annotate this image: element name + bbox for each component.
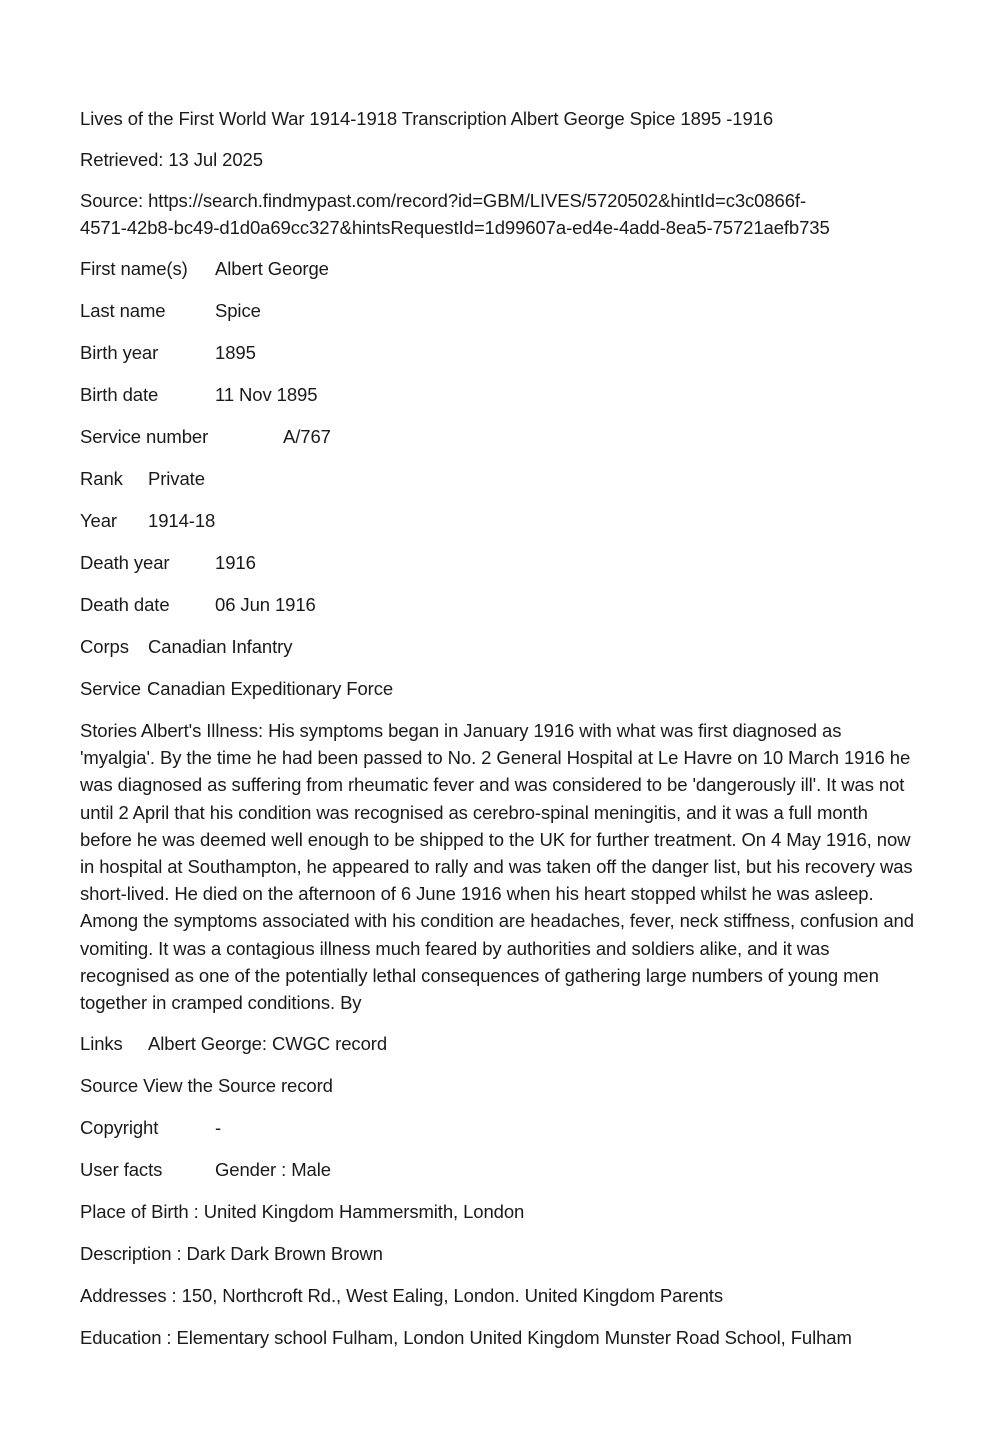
cwgc-record-link[interactable]: Albert George: CWGC record xyxy=(148,1033,388,1055)
field-copyright xyxy=(80,1114,925,1141)
field-label: Corps xyxy=(80,636,129,657)
field-value: Spice xyxy=(215,300,261,321)
field-label: User facts xyxy=(80,1159,163,1181)
field-value: 06 Jun 1916 xyxy=(215,594,316,615)
field-label: First name(s) xyxy=(80,258,188,279)
field-label: Links xyxy=(80,1033,123,1055)
field-death-date xyxy=(80,591,925,618)
field-death-year xyxy=(80,549,925,576)
document-title: Lives of the First World War 1914-1918 Transcription Albert George Spice 1895 -1916 xyxy=(80,108,774,129)
field-value: Private xyxy=(148,468,205,489)
field-label: Death year xyxy=(80,552,170,573)
view-source-record-link[interactable]: View the Source record xyxy=(143,1075,333,1097)
field-first-names xyxy=(80,255,925,282)
field-user-facts xyxy=(80,1156,925,1183)
field-label: Source xyxy=(80,1075,139,1097)
field-label: Birth year xyxy=(80,342,159,363)
field-birth-year xyxy=(80,339,925,366)
field-corps xyxy=(80,633,925,660)
field-links xyxy=(80,1030,925,1057)
source-url xyxy=(80,187,920,241)
field-label: Death date xyxy=(80,594,170,615)
field-value: 1914-18 xyxy=(148,510,216,531)
field-service-number xyxy=(80,423,925,450)
field-rank xyxy=(80,465,925,492)
user-fact-education: Education : Elementary school Fulham, London United Kingdom Munster Road School, Fulham xyxy=(80,1327,852,1349)
field-label: Copyright xyxy=(80,1117,159,1139)
field-label: Service xyxy=(80,678,141,699)
field-value: Albert George xyxy=(215,258,329,279)
stories-text: Albert's Illness: His symptoms began in January 1916 with what was first diagnosed as 'myalgia'. By the time he had been passed to No. 2 General Hospital at Le Havre on 10 March 1916 he was diagnosed as suffering from rheumatic fever and was considered to be 'dangerously ill'. It was not until 2 April that his condition was recognised as cerebro-spinal meningitis, and it was a full month before he was deemed well enough to be shipped to the UK for further treatment. On 4 May 1916, now in hospital at Southampton, he appeared to rally and was taken off the danger list, but his recovery was short-lived. He died on the afternoon of 6 June 1916 when his heart stopped whilst he was asleep. Among the symptoms associated with his condition are headaches, fever, neck stiffness, confusion and vomiting. It was a contagious illness much feared by authorities and soldiers alike, and it was recognised as one of the potentially lethal consequences of gathering large numbers of young men together in cramped conditions. By xyxy=(80,720,914,1014)
retrieved-date: Retrieved: 13 Jul 2025 xyxy=(80,149,263,170)
field-label: Year xyxy=(80,510,117,531)
field-value: - xyxy=(215,1117,222,1139)
source-url-part-2: 4571-42b8-bc49-d1d0a69cc327&hintsRequestId=1d99607a-ed4e-4add-8ea5-75721aefb735 xyxy=(80,217,830,238)
field-service xyxy=(80,675,925,702)
user-fact-place-of-birth: Place of Birth : United Kingdom Hammersmith, London xyxy=(80,1201,525,1223)
user-fact-description: Description : Dark Dark Brown Brown xyxy=(80,1243,383,1265)
stories-label: Stories xyxy=(80,720,137,741)
field-last-name xyxy=(80,297,925,324)
field-label: Last name xyxy=(80,300,166,321)
field-label: Birth date xyxy=(80,384,159,405)
source-url-part-1: Source: https://search.findmypast.com/record?id=GBM/LIVES/5720502&hintId=c3c0866f- xyxy=(80,190,807,211)
user-fact-gender: Gender : Male xyxy=(215,1159,331,1181)
field-label: Service number xyxy=(80,426,209,447)
field-value: 1895 xyxy=(215,342,256,363)
field-source-record xyxy=(80,1072,925,1099)
user-fact-addresses: Addresses : 150, Northcroft Rd., West Ealing, London. United Kingdom Parents xyxy=(80,1285,723,1307)
document-page xyxy=(80,105,925,1366)
field-value: 1916 xyxy=(215,552,256,573)
field-year xyxy=(80,507,925,534)
field-value: Canadian Infantry xyxy=(148,636,293,657)
field-value: A/767 xyxy=(283,426,331,447)
stories-section xyxy=(80,717,920,1016)
field-value: 11 Nov 1895 xyxy=(215,384,318,405)
field-value: Canadian Expeditionary Force xyxy=(147,678,394,699)
field-label: Rank xyxy=(80,468,123,489)
field-birth-date xyxy=(80,381,925,408)
